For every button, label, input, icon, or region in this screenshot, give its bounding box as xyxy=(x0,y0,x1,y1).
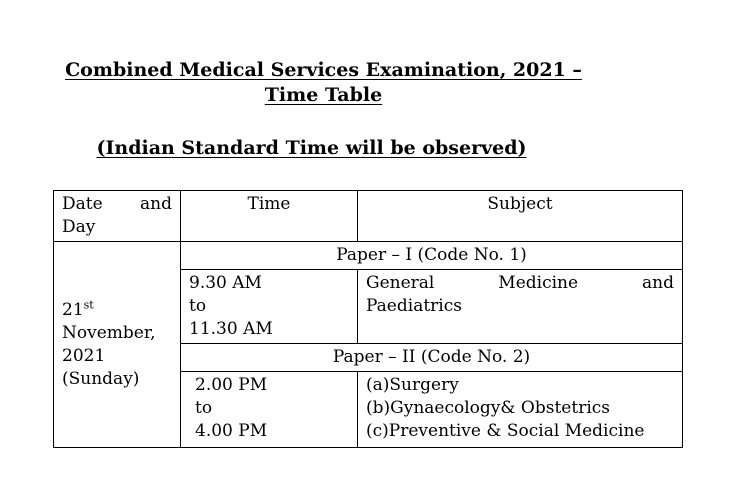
title-line-2: Time Table xyxy=(264,84,383,106)
paper2-subject xyxy=(358,372,683,448)
paper1-title-row xyxy=(54,242,683,270)
paper1-subject-line1: General Medicine and xyxy=(366,273,674,293)
paper2-time-end: 4.00 PM xyxy=(195,421,268,441)
paper1-title: Paper – I (Code No. 1) xyxy=(181,242,683,270)
paper1-subject xyxy=(358,270,683,344)
paper1-time xyxy=(181,270,358,344)
paper1-time-to: to xyxy=(189,296,207,316)
header-subject: Subject xyxy=(358,191,683,242)
paper1-time-end: 11.30 AM xyxy=(189,319,273,339)
paper2-time-to: to xyxy=(195,398,213,418)
date-month: November, xyxy=(62,322,156,343)
time-note: (Indian Standard Time will be observed) xyxy=(96,137,527,159)
title-line-1: Combined Medical Services Examination, 2021 – xyxy=(65,59,582,81)
date-weekday: (Sunday) xyxy=(62,368,140,389)
paper2-title: Paper – II (Code No. 2) xyxy=(181,344,683,372)
header-time: Time xyxy=(181,191,358,242)
date-day xyxy=(62,299,172,322)
paper1-subject-line2: Paediatrics xyxy=(366,296,462,316)
day-suffix: st xyxy=(83,297,94,311)
date-year: 2021 xyxy=(62,345,106,366)
paper2-time-start: 2.00 PM xyxy=(195,375,268,395)
paper1-time-start: 9.30 AM xyxy=(189,273,262,293)
paper2-subject-c: (c)Preventive & Social Medicine xyxy=(366,421,645,441)
header-date-text: Date and Day xyxy=(62,194,172,237)
table-header-row xyxy=(54,191,683,242)
timetable xyxy=(53,190,683,448)
paper2-subject-b: (b)Gynaecology& Obstetrics xyxy=(366,398,611,418)
paper2-time xyxy=(181,372,358,448)
paper2-subject-a: (a)Surgery xyxy=(366,375,459,395)
date-cell xyxy=(54,242,181,448)
day-number: 21 xyxy=(62,299,84,320)
header-date xyxy=(54,191,181,242)
